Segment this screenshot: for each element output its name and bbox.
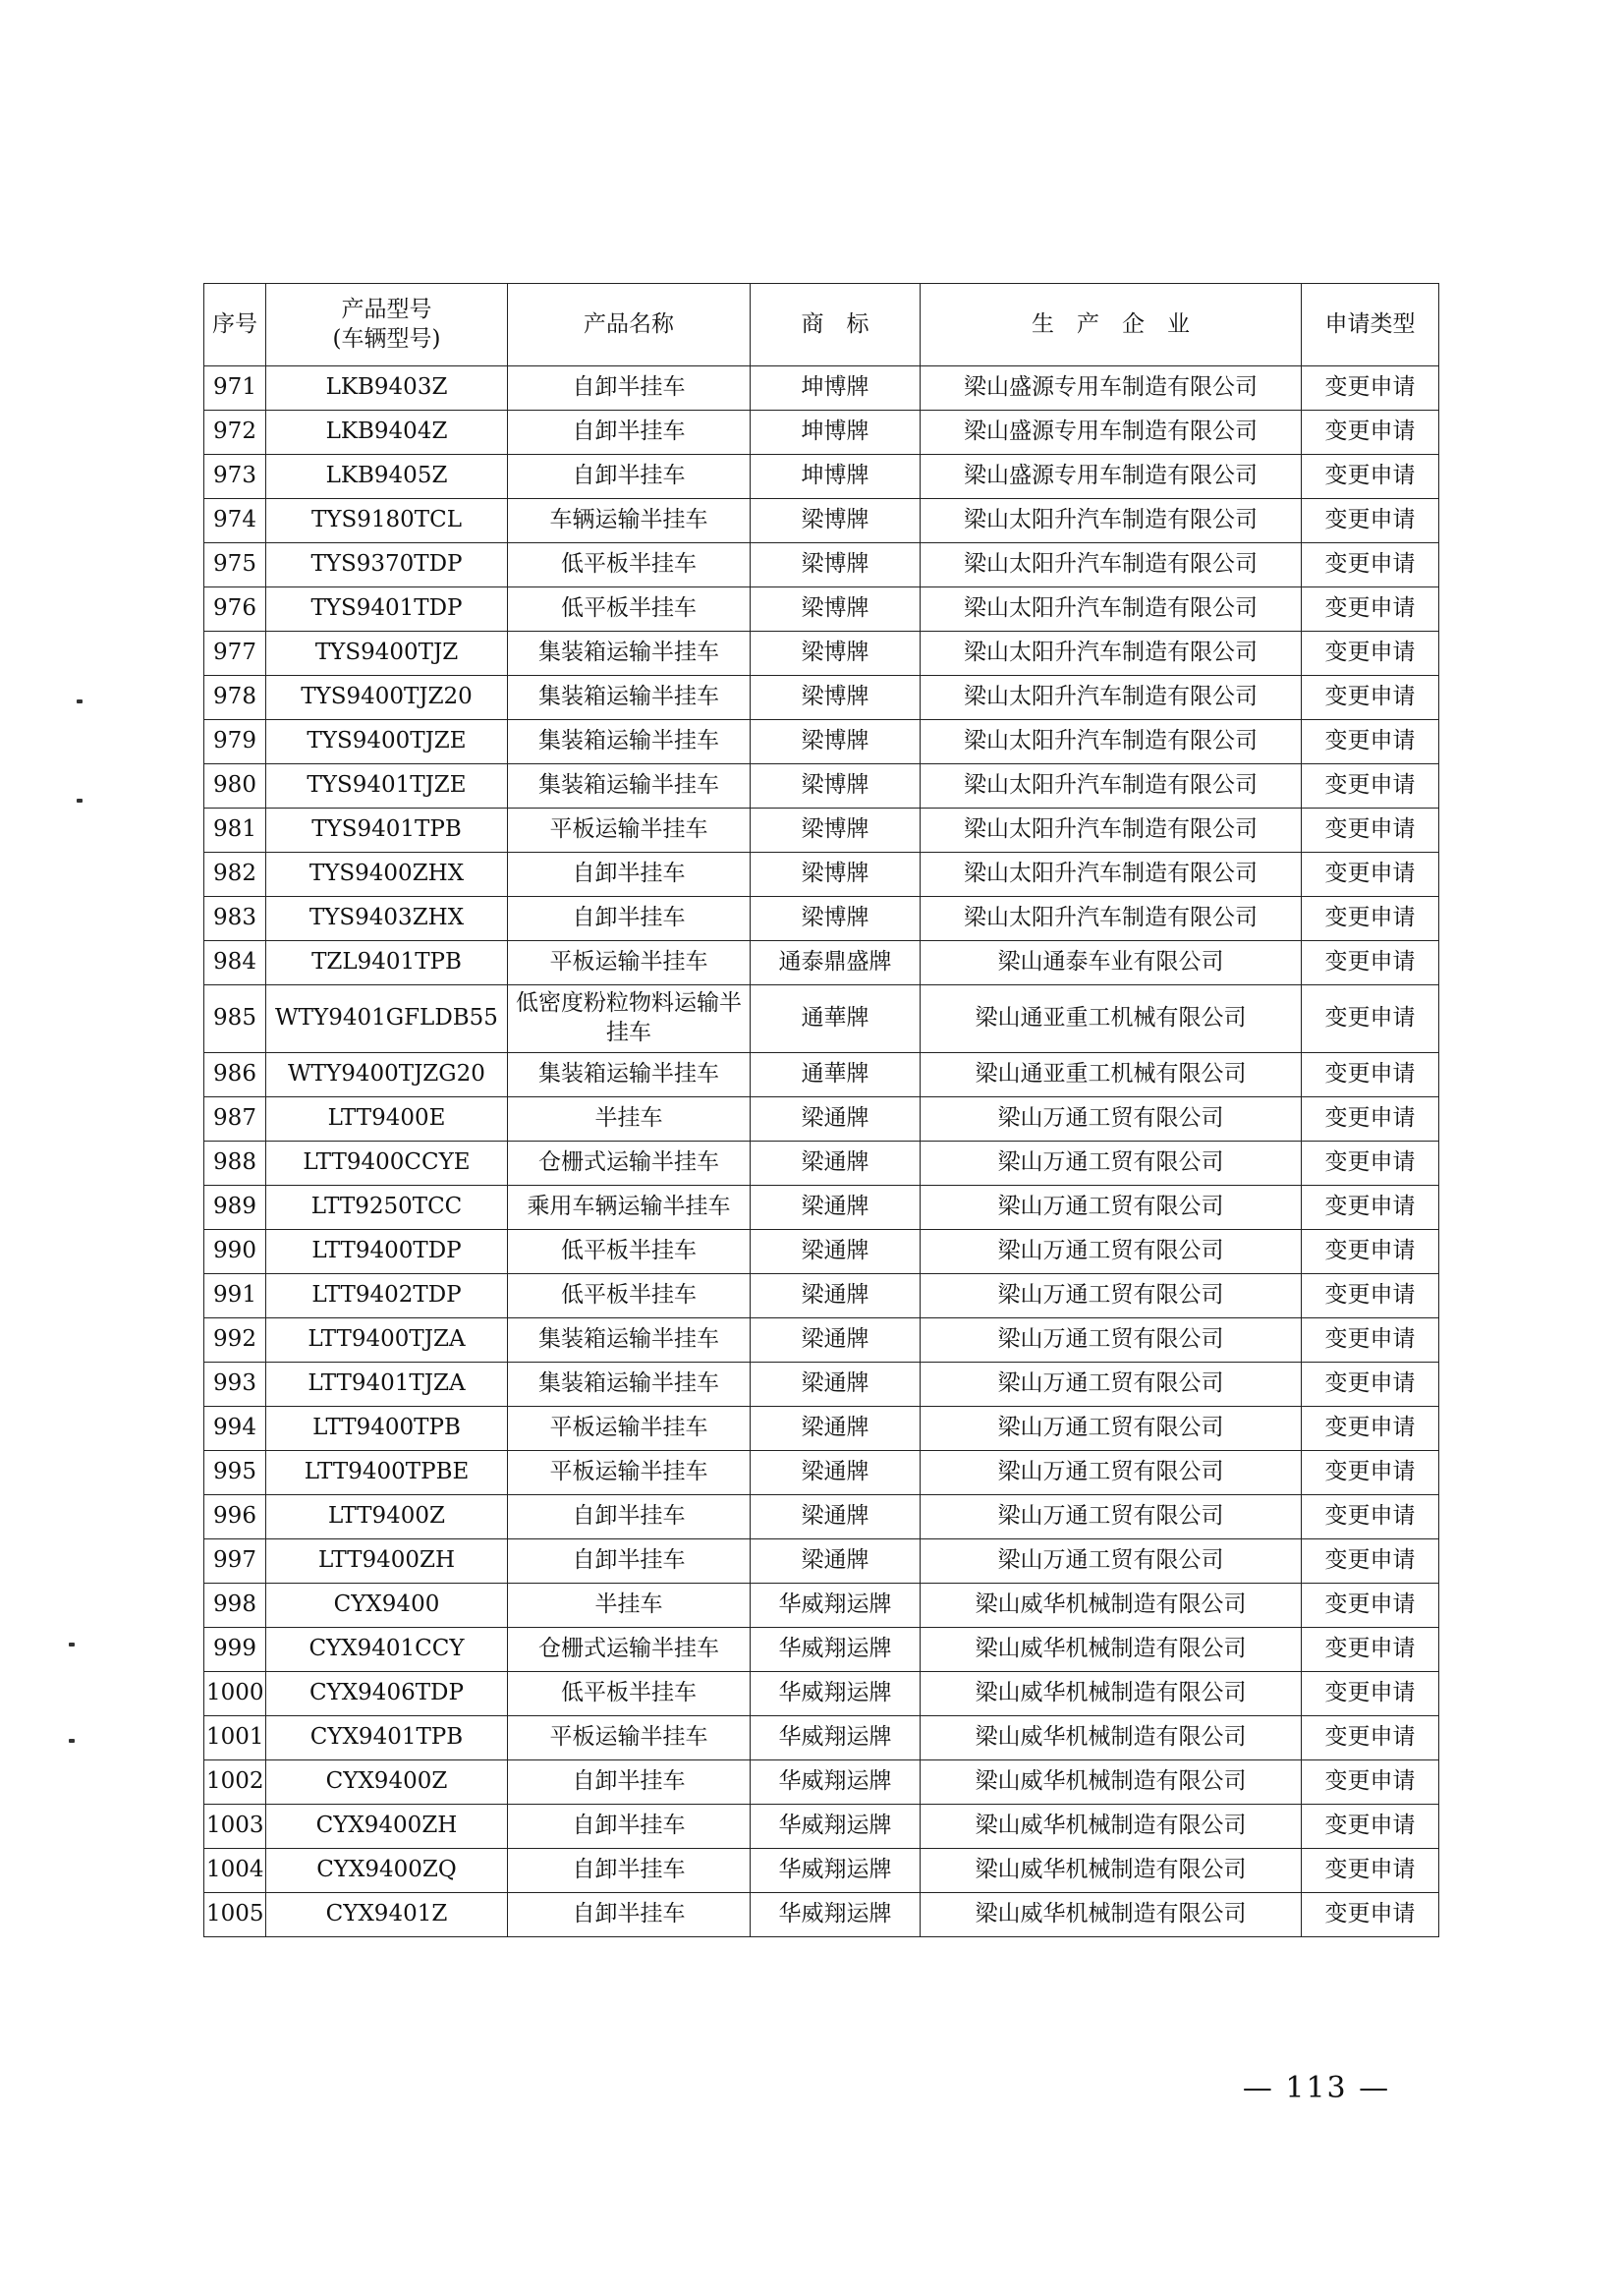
cell-maker: 梁山万通工贸有限公司 <box>921 1142 1302 1186</box>
header-no: 序号 <box>204 284 266 366</box>
cell-name: 自卸半挂车 <box>508 897 751 941</box>
cell-name: 自卸半挂车 <box>508 1539 751 1584</box>
cell-brand: 华威翔运牌 <box>751 1849 921 1893</box>
cell-brand: 坤博牌 <box>751 366 921 411</box>
cell-maker: 梁山万通工贸有限公司 <box>921 1363 1302 1407</box>
cell-name: 集装箱运输半挂车 <box>508 1363 751 1407</box>
cell-brand: 华威翔运牌 <box>751 1893 921 1937</box>
cell-no: 986 <box>204 1053 266 1097</box>
table-row <box>204 455 1439 499</box>
cell-maker: 梁山通亚重工机械有限公司 <box>921 1053 1302 1097</box>
table-row <box>204 1318 1439 1363</box>
cell-name: 低平板半挂车 <box>508 543 751 587</box>
cell-type: 变更申请 <box>1302 1142 1439 1186</box>
cell-no: 1002 <box>204 1760 266 1805</box>
cell-no: 997 <box>204 1539 266 1584</box>
table-row <box>204 632 1439 676</box>
table-row <box>204 720 1439 764</box>
table-row <box>204 1363 1439 1407</box>
cell-name: 平板运输半挂车 <box>508 1407 751 1451</box>
table-row <box>204 1230 1439 1274</box>
cell-name: 自卸半挂车 <box>508 1893 751 1937</box>
cell-type: 变更申请 <box>1302 543 1439 587</box>
table-row <box>204 809 1439 853</box>
cell-type: 变更申请 <box>1302 1672 1439 1716</box>
header-model-line2: (车辆型号) <box>332 325 441 352</box>
cell-maker: 梁山万通工贸有限公司 <box>921 1097 1302 1142</box>
table-row <box>204 1407 1439 1451</box>
table-row <box>204 366 1439 411</box>
cell-model: LTT9400Z <box>266 1495 508 1539</box>
table-row <box>204 543 1439 587</box>
cell-model: TZL9401TPB <box>266 941 508 985</box>
cell-type: 变更申请 <box>1302 720 1439 764</box>
cell-maker: 梁山万通工贸有限公司 <box>921 1186 1302 1230</box>
cell-type: 变更申请 <box>1302 853 1439 897</box>
cell-type: 变更申请 <box>1302 632 1439 676</box>
cell-no: 991 <box>204 1274 266 1318</box>
table-row <box>204 1495 1439 1539</box>
table-row <box>204 587 1439 632</box>
cell-brand: 梁博牌 <box>751 499 921 543</box>
cell-brand: 华威翔运牌 <box>751 1805 921 1849</box>
cell-type: 变更申请 <box>1302 941 1439 985</box>
cell-brand: 梁通牌 <box>751 1318 921 1363</box>
table-row <box>204 1274 1439 1318</box>
cell-name: 半挂车 <box>508 1097 751 1142</box>
header-brand: 商 标 <box>751 284 921 366</box>
cell-name: 自卸半挂车 <box>508 853 751 897</box>
table-row <box>204 1849 1439 1893</box>
cell-name: 乘用车辆运输半挂车 <box>508 1186 751 1230</box>
cell-maker: 梁山万通工贸有限公司 <box>921 1451 1302 1495</box>
cell-type: 变更申请 <box>1302 809 1439 853</box>
cell-maker: 梁山万通工贸有限公司 <box>921 1539 1302 1584</box>
cell-name: 自卸半挂车 <box>508 411 751 455</box>
cell-brand: 通華牌 <box>751 985 921 1053</box>
cell-type: 变更申请 <box>1302 1274 1439 1318</box>
cell-no: 990 <box>204 1230 266 1274</box>
cell-brand: 华威翔运牌 <box>751 1584 921 1628</box>
header-name: 产品名称 <box>508 284 751 366</box>
cell-no: 996 <box>204 1495 266 1539</box>
cell-type: 变更申请 <box>1302 1407 1439 1451</box>
cell-model: LTT9400TPB <box>266 1407 508 1451</box>
cell-name: 低平板半挂车 <box>508 1230 751 1274</box>
cell-name: 集装箱运输半挂车 <box>508 720 751 764</box>
cell-model: LTT9400TJZA <box>266 1318 508 1363</box>
cell-model: LTT9400TPBE <box>266 1451 508 1495</box>
cell-maker: 梁山万通工贸有限公司 <box>921 1495 1302 1539</box>
cell-no: 983 <box>204 897 266 941</box>
cell-brand: 梁博牌 <box>751 676 921 720</box>
cell-maker: 梁山太阳升汽车制造有限公司 <box>921 764 1302 809</box>
cell-name: 低平板半挂车 <box>508 1672 751 1716</box>
cell-maker: 梁山太阳升汽车制造有限公司 <box>921 676 1302 720</box>
cell-name: 自卸半挂车 <box>508 455 751 499</box>
cell-model: WTY9401GFLDB55 <box>266 985 508 1053</box>
cell-type: 变更申请 <box>1302 411 1439 455</box>
header-type: 申请类型 <box>1302 284 1439 366</box>
cell-no: 977 <box>204 632 266 676</box>
cell-type: 变更申请 <box>1302 764 1439 809</box>
cell-name: 仓栅式运输半挂车 <box>508 1628 751 1672</box>
cell-brand: 梁通牌 <box>751 1142 921 1186</box>
product-table <box>203 283 1439 1937</box>
cell-no: 982 <box>204 853 266 897</box>
cell-maker: 梁山通泰车业有限公司 <box>921 941 1302 985</box>
cell-model: CYX9401CCY <box>266 1628 508 1672</box>
cell-brand: 梁通牌 <box>751 1451 921 1495</box>
cell-type: 变更申请 <box>1302 1451 1439 1495</box>
cell-name: 半挂车 <box>508 1584 751 1628</box>
cell-model: TYS9400TJZ20 <box>266 676 508 720</box>
cell-maker: 梁山威华机械制造有限公司 <box>921 1760 1302 1805</box>
cell-brand: 梁通牌 <box>751 1363 921 1407</box>
cell-maker: 梁山太阳升汽车制造有限公司 <box>921 897 1302 941</box>
cell-name: 集装箱运输半挂车 <box>508 764 751 809</box>
scan-mark <box>69 1643 75 1647</box>
cell-type: 变更申请 <box>1302 1716 1439 1760</box>
cell-model: LKB9405Z <box>266 455 508 499</box>
cell-maker: 梁山太阳升汽车制造有限公司 <box>921 543 1302 587</box>
cell-brand: 梁博牌 <box>751 897 921 941</box>
scan-mark <box>69 1739 75 1743</box>
cell-maker: 梁山盛源专用车制造有限公司 <box>921 366 1302 411</box>
cell-type: 变更申请 <box>1302 1053 1439 1097</box>
cell-no: 974 <box>204 499 266 543</box>
cell-type: 变更申请 <box>1302 366 1439 411</box>
cell-type: 变更申请 <box>1302 1363 1439 1407</box>
cell-brand: 华威翔运牌 <box>751 1716 921 1760</box>
cell-no: 981 <box>204 809 266 853</box>
cell-no: 999 <box>204 1628 266 1672</box>
cell-maker: 梁山威华机械制造有限公司 <box>921 1893 1302 1937</box>
cell-name: 仓栅式运输半挂车 <box>508 1142 751 1186</box>
cell-model: LTT9400TDP <box>266 1230 508 1274</box>
cell-maker: 梁山太阳升汽车制造有限公司 <box>921 853 1302 897</box>
cell-model: TYS9400TJZE <box>266 720 508 764</box>
cell-model: LTT9402TDP <box>266 1274 508 1318</box>
cell-model: CYX9400ZH <box>266 1805 508 1849</box>
cell-no: 992 <box>204 1318 266 1363</box>
cell-model: TYS9401TDP <box>266 587 508 632</box>
cell-name: 集装箱运输半挂车 <box>508 1318 751 1363</box>
header-model-line1: 产品型号 <box>341 296 432 322</box>
cell-model: LTT9401TJZA <box>266 1363 508 1407</box>
cell-brand: 通華牌 <box>751 1053 921 1097</box>
cell-type: 变更申请 <box>1302 1495 1439 1539</box>
cell-no: 972 <box>204 411 266 455</box>
cell-type: 变更申请 <box>1302 1539 1439 1584</box>
cell-type: 变更申请 <box>1302 1628 1439 1672</box>
table-row <box>204 941 1439 985</box>
cell-brand: 华威翔运牌 <box>751 1760 921 1805</box>
cell-name: 平板运输半挂车 <box>508 809 751 853</box>
cell-type: 变更申请 <box>1302 1230 1439 1274</box>
table-row <box>204 499 1439 543</box>
cell-no: 987 <box>204 1097 266 1142</box>
table-row <box>204 1097 1439 1142</box>
cell-model: TYS9180TCL <box>266 499 508 543</box>
cell-maker: 梁山威华机械制造有限公司 <box>921 1628 1302 1672</box>
cell-model: LTT9400ZH <box>266 1539 508 1584</box>
cell-name: 平板运输半挂车 <box>508 1451 751 1495</box>
cell-maker: 梁山盛源专用车制造有限公司 <box>921 411 1302 455</box>
cell-name: 车辆运输半挂车 <box>508 499 751 543</box>
cell-no: 994 <box>204 1407 266 1451</box>
cell-maker: 梁山万通工贸有限公司 <box>921 1230 1302 1274</box>
cell-maker: 梁山太阳升汽车制造有限公司 <box>921 499 1302 543</box>
cell-name: 低平板半挂车 <box>508 587 751 632</box>
cell-no: 984 <box>204 941 266 985</box>
cell-model: LTT9400E <box>266 1097 508 1142</box>
cell-type: 变更申请 <box>1302 1805 1439 1849</box>
cell-brand: 梁通牌 <box>751 1539 921 1584</box>
cell-no: 1005 <box>204 1893 266 1937</box>
cell-no: 995 <box>204 1451 266 1495</box>
cell-model: WTY9400TJZG20 <box>266 1053 508 1097</box>
table-row <box>204 853 1439 897</box>
cell-type: 变更申请 <box>1302 1186 1439 1230</box>
cell-model: LKB9404Z <box>266 411 508 455</box>
cell-model: TYS9400ZHX <box>266 853 508 897</box>
cell-no: 993 <box>204 1363 266 1407</box>
cell-type: 变更申请 <box>1302 1849 1439 1893</box>
cell-name: 低密度粉粒物料运输半挂车 <box>508 985 751 1053</box>
cell-name: 平板运输半挂车 <box>508 1716 751 1760</box>
cell-brand: 通泰鼎盛牌 <box>751 941 921 985</box>
cell-model: CYX9401Z <box>266 1893 508 1937</box>
cell-model: CYX9401TPB <box>266 1716 508 1760</box>
table-row <box>204 1539 1439 1584</box>
cell-no: 976 <box>204 587 266 632</box>
cell-name: 低平板半挂车 <box>508 1274 751 1318</box>
page-number: — 113 — <box>1242 2071 1391 2105</box>
table-row <box>204 1716 1439 1760</box>
table-row <box>204 764 1439 809</box>
cell-type: 变更申请 <box>1302 1097 1439 1142</box>
cell-brand: 梁博牌 <box>751 720 921 764</box>
cell-maker: 梁山威华机械制造有限公司 <box>921 1672 1302 1716</box>
cell-no: 975 <box>204 543 266 587</box>
cell-model: LTT9250TCC <box>266 1186 508 1230</box>
table-row <box>204 1893 1439 1937</box>
cell-brand: 梁博牌 <box>751 809 921 853</box>
header-model <box>266 284 508 366</box>
table-row <box>204 985 1439 1053</box>
scan-mark <box>77 699 83 703</box>
cell-name: 自卸半挂车 <box>508 1760 751 1805</box>
table-row <box>204 897 1439 941</box>
cell-model: TYS9400TJZ <box>266 632 508 676</box>
cell-brand: 梁博牌 <box>751 632 921 676</box>
table-row <box>204 1186 1439 1230</box>
cell-brand: 梁博牌 <box>751 764 921 809</box>
cell-brand: 梁通牌 <box>751 1186 921 1230</box>
cell-name: 集装箱运输半挂车 <box>508 676 751 720</box>
cell-no: 1004 <box>204 1849 266 1893</box>
cell-no: 971 <box>204 366 266 411</box>
cell-maker: 梁山威华机械制造有限公司 <box>921 1849 1302 1893</box>
table-row <box>204 1805 1439 1849</box>
cell-model: LKB9403Z <box>266 366 508 411</box>
table-row <box>204 1451 1439 1495</box>
cell-name: 自卸半挂车 <box>508 1495 751 1539</box>
cell-maker: 梁山太阳升汽车制造有限公司 <box>921 587 1302 632</box>
cell-type: 变更申请 <box>1302 1893 1439 1937</box>
cell-brand: 梁通牌 <box>751 1097 921 1142</box>
table-row <box>204 1584 1439 1628</box>
cell-type: 变更申请 <box>1302 1318 1439 1363</box>
cell-maker: 梁山万通工贸有限公司 <box>921 1318 1302 1363</box>
cell-name: 集装箱运输半挂车 <box>508 632 751 676</box>
cell-no: 1000 <box>204 1672 266 1716</box>
cell-name: 自卸半挂车 <box>508 1805 751 1849</box>
cell-maker: 梁山太阳升汽车制造有限公司 <box>921 720 1302 764</box>
cell-no: 980 <box>204 764 266 809</box>
cell-type: 变更申请 <box>1302 1760 1439 1805</box>
cell-brand: 梁通牌 <box>751 1495 921 1539</box>
cell-no: 1003 <box>204 1805 266 1849</box>
table-row <box>204 1760 1439 1805</box>
cell-type: 变更申请 <box>1302 587 1439 632</box>
cell-no: 998 <box>204 1584 266 1628</box>
cell-model: LTT9400CCYE <box>266 1142 508 1186</box>
cell-type: 变更申请 <box>1302 1584 1439 1628</box>
table-row <box>204 676 1439 720</box>
cell-type: 变更申请 <box>1302 897 1439 941</box>
cell-model: TYS9401TPB <box>266 809 508 853</box>
cell-brand: 华威翔运牌 <box>751 1628 921 1672</box>
cell-maker: 梁山太阳升汽车制造有限公司 <box>921 632 1302 676</box>
cell-brand: 梁通牌 <box>751 1407 921 1451</box>
table-body <box>204 366 1439 1937</box>
cell-type: 变更申请 <box>1302 499 1439 543</box>
cell-maker: 梁山通亚重工机械有限公司 <box>921 985 1302 1053</box>
scan-mark <box>77 799 83 803</box>
cell-model: TYS9403ZHX <box>266 897 508 941</box>
cell-brand: 梁博牌 <box>751 853 921 897</box>
table-row <box>204 1628 1439 1672</box>
cell-model: CYX9400ZQ <box>266 1849 508 1893</box>
cell-maker: 梁山威华机械制造有限公司 <box>921 1716 1302 1760</box>
cell-no: 989 <box>204 1186 266 1230</box>
table-row <box>204 1672 1439 1716</box>
table-row <box>204 1053 1439 1097</box>
cell-model: TYS9370TDP <box>266 543 508 587</box>
cell-brand: 梁博牌 <box>751 587 921 632</box>
cell-maker: 梁山万通工贸有限公司 <box>921 1274 1302 1318</box>
cell-brand: 梁通牌 <box>751 1230 921 1274</box>
cell-model: CYX9406TDP <box>266 1672 508 1716</box>
cell-no: 973 <box>204 455 266 499</box>
cell-no: 1001 <box>204 1716 266 1760</box>
cell-model: TYS9401TJZE <box>266 764 508 809</box>
cell-maker: 梁山盛源专用车制造有限公司 <box>921 455 1302 499</box>
header-maker: 生 产 企 业 <box>921 284 1302 366</box>
table-row <box>204 411 1439 455</box>
cell-name: 集装箱运输半挂车 <box>508 1053 751 1097</box>
cell-type: 变更申请 <box>1302 676 1439 720</box>
cell-brand: 梁博牌 <box>751 543 921 587</box>
cell-model: CYX9400 <box>266 1584 508 1628</box>
cell-no: 979 <box>204 720 266 764</box>
table-header <box>204 284 1439 366</box>
cell-brand: 坤博牌 <box>751 455 921 499</box>
cell-type: 变更申请 <box>1302 985 1439 1053</box>
cell-name: 平板运输半挂车 <box>508 941 751 985</box>
cell-maker: 梁山威华机械制造有限公司 <box>921 1805 1302 1849</box>
cell-model: CYX9400Z <box>266 1760 508 1805</box>
cell-brand: 梁通牌 <box>751 1274 921 1318</box>
cell-maker: 梁山威华机械制造有限公司 <box>921 1584 1302 1628</box>
cell-brand: 坤博牌 <box>751 411 921 455</box>
cell-no: 988 <box>204 1142 266 1186</box>
cell-no: 985 <box>204 985 266 1053</box>
cell-no: 978 <box>204 676 266 720</box>
cell-maker: 梁山太阳升汽车制造有限公司 <box>921 809 1302 853</box>
cell-type: 变更申请 <box>1302 455 1439 499</box>
table-row <box>204 1142 1439 1186</box>
cell-name: 自卸半挂车 <box>508 366 751 411</box>
cell-name: 自卸半挂车 <box>508 1849 751 1893</box>
cell-brand: 华威翔运牌 <box>751 1672 921 1716</box>
cell-maker: 梁山万通工贸有限公司 <box>921 1407 1302 1451</box>
